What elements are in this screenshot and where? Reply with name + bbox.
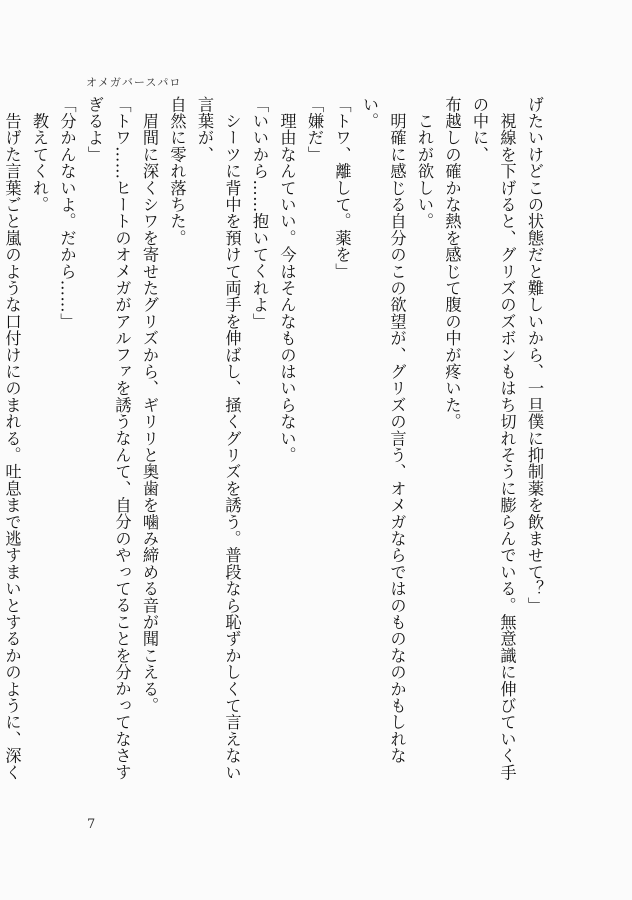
text-line: 「嫌だ」	[305, 96, 324, 163]
text-line: 「分かんないよ。だから……」	[57, 96, 77, 330]
text-line: これが欲しい。	[415, 96, 434, 230]
text-line: 自然に零れ落ちた。	[167, 96, 187, 247]
vertical-text-body	[2, 96, 548, 796]
text-line: 視線を下げると、グリズのズボンもはち切れそうに膨らんでいる。無意識に伸びていく手の中に、	[470, 96, 517, 781]
text-line: 「いいから……抱いてくれよ」	[250, 96, 269, 330]
text-line: 教えてくれ。	[30, 96, 49, 213]
text-line: 告げた言葉ごと嵐のような口付けにのまれる。吐息まで逃すまいとするかのように、深く	[2, 112, 22, 781]
text-line: シーツに背中を預けて両手を伸ばし、掻くグリズを誘う。普段なら恥ずかしくて言えない言葉が、	[195, 96, 242, 781]
text-line: 眉間に深くシワを寄せたグリズから、ギリリと奥歯を噛み締める音が聞こえる。	[140, 96, 159, 714]
page-number: 7	[87, 817, 96, 832]
text-line: 布越しの確かな熱を感じて腹の中が疼いた。	[442, 96, 462, 430]
text-line: 明確に感じる自分のこの欲望が、グリズの言う、オメガならではのものなのかもしれない。	[360, 96, 407, 764]
text-line: 「トワ……ヒートのオメガがアルファを誘うなんて、自分のやってることを分かってなさすぎるよ」	[85, 96, 132, 781]
running-head: オメガバースパロ	[86, 76, 182, 89]
text-line: 「トワ、離して。薬を」	[332, 96, 352, 280]
text-line: げたいけどこの状態だと難しいから、一旦僕に抑制薬を飲ませて？」	[525, 96, 544, 614]
text-line: 理由なんていい。今はそんなものはいらない。	[277, 96, 297, 464]
